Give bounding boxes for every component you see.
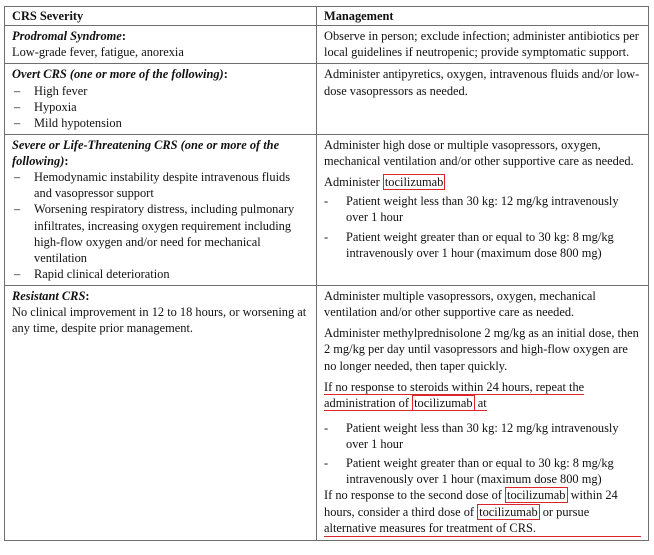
severe-management-1: Administer high dose or multiple vasopressors, oxygen, mechanical ventilation and/or other supportive care as needed. <box>324 137 634 168</box>
resistant-dose-list <box>324 420 641 488</box>
row-overt <box>5 64 649 135</box>
overt-symptom-list <box>12 83 309 131</box>
prodromal-management-cell <box>317 26 649 64</box>
resistant-management-1: Administer multiple vasopressors, oxygen, mechanical ventilation and/or other supportive care as needed. <box>324 289 596 320</box>
prodromal-management: Observe in person; exclude infection; administer antibiotics per local guidelines if neutropenic; provide symptomatic support. <box>324 29 639 60</box>
list-item: – Worsening respiratory distress, including pulmonary infiltrates, increasing oxygen requirement including high-flow oxygen and/or need for mechanical ventilation <box>12 201 309 266</box>
list-item: – Rapid clinical deterioration <box>12 266 309 282</box>
list-item: - Patient weight less than 30 kg: 12 mg/kg intravenously over 1 hour <box>324 420 641 452</box>
resistant-severity-cell <box>5 286 317 541</box>
prodromal-symptoms: Low-grade fever, fatigue, anorexia <box>12 45 184 60</box>
repeat-line-1: If no response to steroids within 24 hours, repeat the <box>324 379 585 394</box>
row-resistant <box>5 286 649 541</box>
resistant-colon: : <box>85 289 90 303</box>
list-item: – Hypoxia <box>12 99 309 115</box>
row-severe <box>5 134 649 285</box>
third-mid: within 24 hours, consider a third dose of <box>324 488 618 519</box>
drug-name-highlight: tocilizumab <box>507 488 566 503</box>
prodromal-title: Prodromal Syndrome <box>12 29 122 44</box>
prodromal-colon: : <box>121 29 126 44</box>
severe-severity-cell <box>5 134 317 285</box>
overt-management: Administer antipyretics, oxygen, intravenous fluids and/or low-dose vasopressors as needed. <box>324 67 640 98</box>
repeat-line-2 <box>324 396 487 411</box>
resistant-title: Resistant CRS <box>12 289 86 303</box>
header-severity: CRS Severity <box>5 7 317 26</box>
header-management: Management <box>317 7 649 26</box>
third-suffix: or pursue alternative measures for treatment of CRS. <box>324 504 590 535</box>
resistant-management-2: Administer methylprednisolone 2 mg/kg as an initial dose, then 2 mg/kg per day until vasopressors and high-flow oxygen are no longer needed, then taper quickly. <box>324 326 639 373</box>
row-prodromal <box>5 26 649 64</box>
list-item: - Patient weight less than 30 kg: 12 mg/kg intravenously over 1 hour <box>324 193 641 225</box>
overt-severity-cell <box>5 64 317 135</box>
third-prefix: If no response to the second dose of <box>324 488 505 503</box>
list-item: - Patient weight greater than or equal to 30 kg: 8 mg/kg intravenously over 1 hour (maximum dose 800 mg) <box>324 455 641 487</box>
list-item: - Patient weight greater than or equal to 30 kg: 8 mg/kg intravenously over 1 hour (maximum dose 800 mg) <box>324 229 641 261</box>
resistant-description: No clinical improvement in 12 to 18 hours, or worsening at any time, despite prior management. <box>12 305 307 336</box>
resistant-third-dose <box>324 487 641 536</box>
severe-colon: : <box>64 154 69 168</box>
severe-symptom-list <box>12 169 309 282</box>
list-item: – Mild hypotension <box>12 115 309 131</box>
severe-title: Severe or Life-Threatening CRS (one or more of the following) <box>12 137 280 168</box>
drug-name-highlight: tocilizumab <box>414 395 473 410</box>
resistant-repeat-line <box>324 379 641 411</box>
prodromal-severity-cell <box>5 26 317 64</box>
overt-management-cell <box>317 64 649 135</box>
repeat-prefix: administration of <box>324 395 413 410</box>
resistant-management-cell <box>317 286 649 541</box>
repeat-suffix: at <box>474 395 487 410</box>
drug-name-highlight: tocilizumab <box>384 175 444 190</box>
crs-management-table <box>4 6 649 541</box>
overt-title: Overt CRS (one or more of the following) <box>12 67 224 82</box>
overt-colon: : <box>223 67 228 82</box>
severe-administer-prefix: Administer <box>324 175 383 190</box>
severe-dose-list <box>324 193 641 261</box>
header-row <box>5 7 649 26</box>
drug-name-highlight: tocilizumab <box>479 504 538 519</box>
list-item: – Hemodynamic instability despite intravenous fluids and vasopressor support <box>12 169 309 201</box>
severe-management-cell <box>317 134 649 285</box>
list-item: – High fever <box>12 83 309 99</box>
severe-administer-line <box>324 174 641 190</box>
